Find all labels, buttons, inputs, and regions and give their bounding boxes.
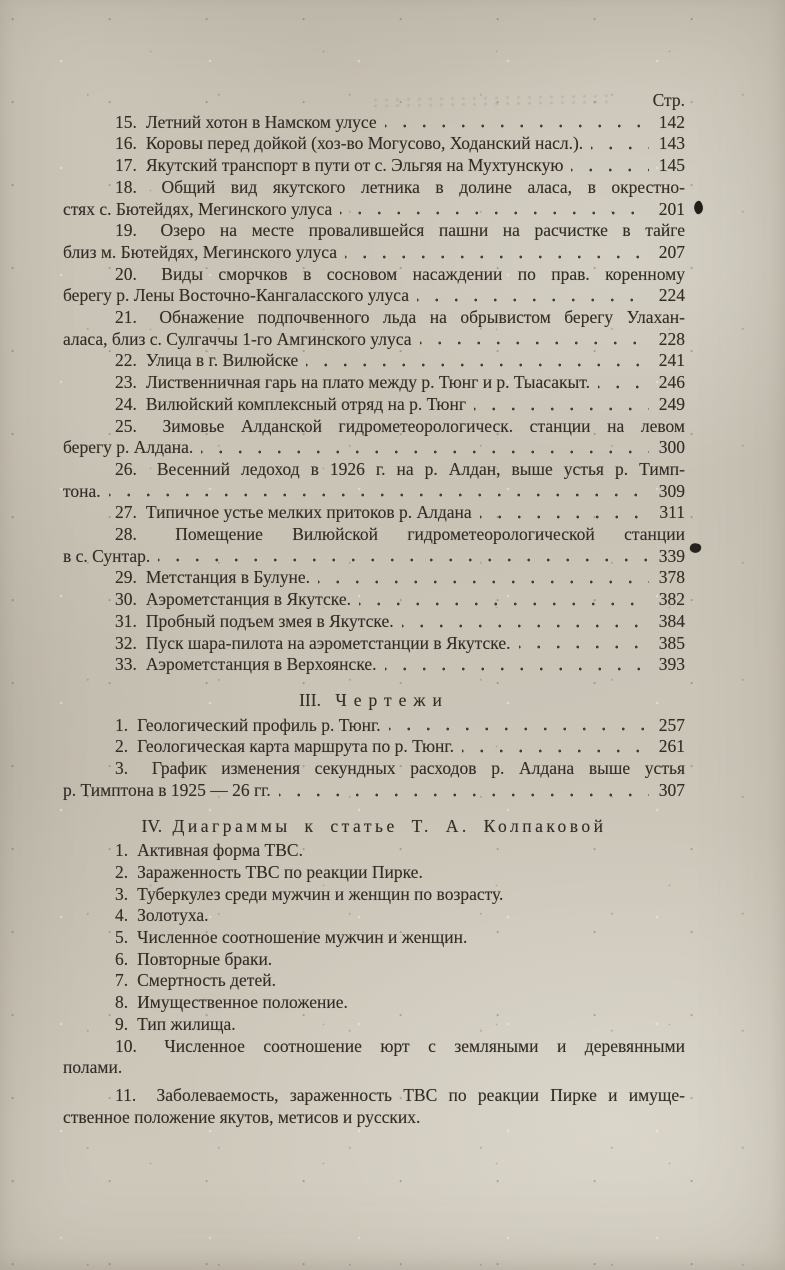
toc-entry-line — [63, 350, 685, 372]
entry-text: Коровы перед дойкой (хоз-во Могусово, Ходанский насл.). — [145, 133, 584, 154]
entry-number: 1. — [115, 714, 129, 735]
entry-text: р. Тимптона в 1925 — 26 гг. — [63, 779, 271, 800]
toc-entry-line — [63, 1014, 685, 1036]
entry-page: 257 — [658, 714, 685, 735]
toc-entry-line — [63, 329, 685, 351]
entry-text: Геологическая карта маршрута по р. Тюнг. — [137, 736, 454, 757]
entry-page: 309 — [658, 480, 685, 501]
entry-page: 311 — [659, 502, 685, 523]
entry-number: 2. — [115, 736, 129, 757]
entry-number: 33. — [115, 654, 137, 675]
section-heading — [63, 690, 685, 712]
toc-entry — [63, 633, 685, 655]
entry-page: 224 — [658, 285, 685, 306]
dot-leader — [318, 567, 649, 589]
entry-page: 241 — [658, 350, 685, 371]
toc-entry-line — [63, 199, 685, 221]
dot-leader — [340, 199, 649, 221]
entry-text: Зараженность ТВС по реакции Пирке. — [137, 861, 423, 882]
toc-entry-line — [63, 992, 685, 1014]
dot-leader — [359, 589, 649, 611]
table-of-contents — [63, 112, 685, 1129]
toc-entry-line — [63, 927, 685, 949]
toc-entry-line — [63, 437, 685, 459]
toc-entry-line — [63, 546, 685, 568]
entry-page: 261 — [658, 736, 685, 757]
toc-entry-line — [63, 133, 685, 155]
entry-text: Типичное устье мелких притоков р. Алдана — [145, 502, 472, 523]
toc-entry — [63, 715, 685, 737]
toc-entry-line — [63, 654, 685, 676]
entry-text: Активная форма ТВС. — [137, 840, 303, 861]
toc-entry-line: 20. Виды сморчков в сосновом насаждении по прав. коренному — [115, 263, 685, 284]
toc-entry-line — [63, 394, 685, 416]
entry-text: в с. Сунтар. — [63, 545, 151, 566]
entry-page: 339 — [658, 545, 685, 566]
dot-leader — [417, 285, 649, 307]
toc-entry — [63, 567, 685, 589]
toc-entry-line — [63, 1057, 685, 1079]
toc-entry-line — [63, 970, 685, 992]
dot-leader — [519, 633, 649, 655]
toc-section — [63, 112, 685, 676]
toc-entry-line — [63, 1107, 685, 1129]
entry-number: 3. — [115, 883, 129, 904]
toc-entry-line — [63, 112, 685, 134]
entry-number: 16. — [115, 133, 137, 154]
entry-text: полами. — [63, 1057, 123, 1078]
entry-number: 22. — [115, 350, 137, 371]
entry-text: Туберкулез среди мужчин и женщин по возрасту. — [137, 883, 504, 904]
toc-entry-line — [63, 840, 685, 862]
entry-page: 143 — [658, 133, 685, 154]
toc-entry — [63, 758, 685, 801]
toc-entry-line — [63, 780, 685, 802]
entry-text: близ м. Бютейдях, Мегинского улуса — [63, 241, 338, 262]
toc-entry-line — [63, 502, 685, 524]
toc-entry-line: 3. График изменения секундных расходов р. Алдана выше устья — [115, 758, 686, 779]
toc-entry — [63, 133, 685, 155]
toc-section — [63, 690, 685, 802]
dot-leader — [279, 780, 649, 802]
toc-entry — [63, 654, 685, 676]
entry-text: Тип жилища. — [137, 1013, 236, 1034]
entry-text: Лиственничная гарь на плато между р. Тюнг и р. Тыасакыт. — [145, 372, 590, 393]
entry-number: 32. — [115, 632, 137, 653]
dot-leader — [462, 736, 649, 758]
entry-number: 24. — [115, 393, 137, 414]
toc-entry-line — [63, 285, 685, 307]
dot-leader — [306, 350, 649, 372]
toc-entry-line — [63, 949, 685, 971]
entry-page: 145 — [658, 155, 685, 176]
entry-page: 384 — [658, 610, 685, 631]
entry-text: ственное положение якутов, метисов и русских. — [63, 1106, 421, 1127]
toc-entry — [63, 459, 685, 502]
toc-entry — [63, 927, 685, 949]
toc-entry-line — [63, 611, 685, 633]
entry-number: 26. — [115, 458, 137, 479]
entry-text: Смертность детей. — [137, 970, 276, 991]
section-title: Чертежи — [335, 689, 449, 710]
toc-entry-line: 28. Помещение Вилюйской гидрометеорологической станции — [115, 524, 685, 545]
entry-page: 385 — [658, 632, 685, 653]
entry-page: 382 — [658, 589, 685, 610]
entry-page: 307 — [658, 779, 685, 800]
entry-page: 207 — [658, 241, 685, 262]
entry-text: Аэрометстанция в Верхоянске. — [145, 654, 377, 675]
entry-number: 31. — [115, 610, 137, 631]
section-heading — [63, 816, 685, 838]
entry-number: 19. — [115, 220, 137, 241]
entry-number: 25. — [115, 415, 137, 436]
entry-text: Летний хотон в Намском улусе — [145, 111, 377, 132]
toc-entry-line — [63, 589, 685, 611]
entry-text: аласа, близ с. Сулгаччы 1-го Амгинского улуса — [63, 328, 412, 349]
toc-entry — [63, 884, 685, 906]
entry-text: Геологический профиль р. Тюнг. — [137, 714, 381, 735]
entry-number: 9. — [115, 1013, 129, 1034]
toc-entry-line — [63, 633, 685, 655]
entry-number: 30. — [115, 589, 137, 610]
section-numeral: IV. — [141, 815, 163, 836]
dot-leader — [474, 394, 649, 416]
entry-number: 17. — [115, 155, 137, 176]
entry-number: 8. — [115, 992, 129, 1013]
toc-entry — [63, 736, 685, 758]
toc-entry — [63, 862, 685, 884]
entry-number: 28. — [115, 524, 137, 545]
entry-page: 246 — [658, 372, 685, 393]
toc-entry-line — [63, 715, 685, 737]
toc-entry — [63, 220, 685, 263]
entry-number: 21. — [115, 307, 137, 328]
entry-number: 5. — [115, 927, 129, 948]
entry-text: берегу р. Алдана. — [63, 437, 194, 458]
entry-number: 18. — [115, 176, 137, 197]
entry-page: 300 — [658, 437, 685, 458]
entry-number: 1. — [115, 840, 129, 861]
dot-leader — [201, 437, 649, 459]
entry-text: стях с. Бютейдях, Мегинского улуса — [63, 198, 333, 219]
toc-entry-line: 25. Зимовье Алданской гидрометеорологическ. станции на левом — [115, 415, 685, 436]
dot-leader — [402, 611, 649, 633]
toc-entry — [63, 307, 685, 350]
dot-leader — [480, 502, 649, 524]
toc-entry — [63, 905, 685, 927]
page-column-header: Стр. — [652, 90, 685, 110]
toc-entry-line — [63, 905, 685, 927]
toc-entry-line — [63, 372, 685, 394]
toc-entry-line — [63, 242, 685, 264]
dot-leader — [571, 155, 649, 177]
entry-text: Повторные браки. — [137, 948, 273, 969]
entry-number: 4. — [115, 905, 129, 926]
entry-page: 249 — [658, 393, 685, 414]
entry-text: Пуск шара-пилота на аэрометстанции в Якутске. — [145, 632, 511, 653]
toc-entry-line: 19. Озеро на месте провалившейся пашни на расчистке в тайге — [115, 220, 685, 241]
toc-entry-line — [63, 481, 685, 503]
toc-entry-line — [63, 862, 685, 884]
toc-entry — [63, 502, 685, 524]
entry-number: 29. — [115, 567, 137, 588]
toc-entry — [63, 1085, 685, 1128]
entry-text: Якутский транспорт в пути от с. Эльгяя на Мухтунскую — [145, 155, 564, 176]
toc-entry — [63, 416, 685, 459]
dot-leader — [420, 329, 650, 351]
toc-entry-line — [63, 736, 685, 758]
entry-number: 10. — [115, 1035, 137, 1056]
toc-entry-line — [63, 567, 685, 589]
entry-text: Имущественное положение. — [137, 992, 348, 1013]
dot-leader — [598, 372, 649, 394]
entry-text: Улица в г. Вилюйске — [145, 350, 299, 371]
toc-entry — [63, 970, 685, 992]
entry-page: 228 — [658, 328, 685, 349]
entry-number: 11. — [115, 1084, 137, 1105]
entry-number: 7. — [115, 970, 129, 991]
entry-page: 378 — [658, 567, 685, 588]
toc-entry — [63, 1036, 685, 1079]
entry-text: Аэрометстанция в Якутске. — [145, 589, 351, 610]
toc-entry-line: 10. Численное соотношение юрт с земляными и деревянными — [115, 1035, 685, 1056]
toc-entry-line: 21. Обнажение подпочвенного льда на обрывистом берегу Улахан- — [115, 307, 685, 328]
toc-entry-line: 26. Весенний ледоход в 1926 г. на р. Алдан, выше устья р. Тимп- — [115, 458, 685, 479]
dot-leader — [385, 654, 649, 676]
toc-entry — [63, 992, 685, 1014]
entry-text: тона. — [63, 480, 101, 501]
toc-entry — [63, 372, 685, 394]
section-title: Диаграммы к статье Т. А. Колпаковой — [172, 815, 607, 836]
entry-number: 3. — [115, 758, 129, 779]
dot-leader — [109, 481, 649, 503]
toc-entry — [63, 611, 685, 633]
toc-entry — [63, 155, 685, 177]
toc-entry — [63, 524, 685, 567]
entry-number: 20. — [115, 263, 137, 284]
toc-entry — [63, 949, 685, 971]
toc-section — [63, 816, 685, 1129]
toc-entry — [63, 1014, 685, 1036]
toc-entry-line — [63, 884, 685, 906]
entry-text: Пробный подъем змея в Якутске. — [145, 610, 394, 631]
entry-text: Численное соотношение мужчин и женщин. — [137, 927, 468, 948]
section-numeral: III. — [299, 689, 321, 710]
toc-entry — [63, 840, 685, 862]
toc-entry — [63, 589, 685, 611]
dot-leader — [158, 546, 649, 568]
entry-text: Золотуха. — [137, 905, 209, 926]
toc-entry-line — [63, 155, 685, 177]
entry-page: 201 — [658, 198, 685, 219]
dot-leader — [389, 715, 649, 737]
toc-entry-line: 11. Заболеваемость, зараженность ТВС по реакции Пирке и имуще- — [115, 1084, 685, 1105]
toc-entry-line: 18. Общий вид якутского летника в долине аласа, в окрестно- — [115, 176, 685, 197]
entry-number: 23. — [115, 372, 137, 393]
toc-entry — [63, 394, 685, 416]
dot-leader — [591, 133, 649, 155]
entry-number: 15. — [115, 111, 137, 132]
entry-page: 393 — [658, 654, 685, 675]
toc-entry — [63, 177, 685, 220]
entry-text: берегу р. Лены Восточно-Кангаласского улуса — [63, 285, 410, 306]
toc-entry — [63, 264, 685, 307]
dot-leader — [345, 242, 649, 264]
toc-entry — [63, 350, 685, 372]
dot-leader — [385, 112, 649, 134]
entry-text: Метстанция в Булуне. — [145, 567, 310, 588]
entry-page: 142 — [658, 111, 685, 132]
entry-text: Вилюйский комплексный отряд на р. Тюнг — [145, 393, 467, 414]
entry-number: 27. — [115, 502, 137, 523]
toc-entry — [63, 112, 685, 134]
entry-number: 6. — [115, 948, 129, 969]
entry-number: 2. — [115, 861, 129, 882]
